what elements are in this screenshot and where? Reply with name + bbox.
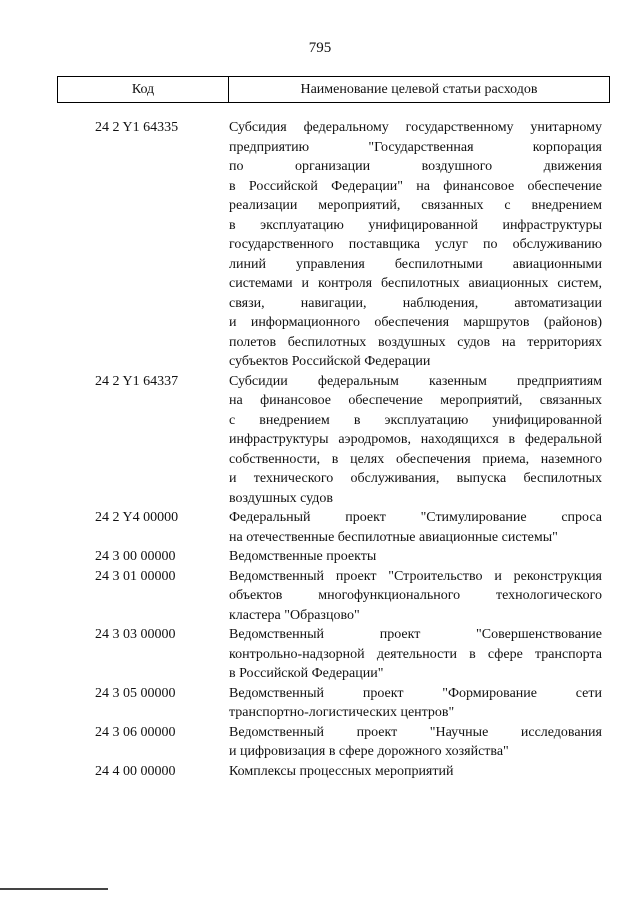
row-name-line: воздушных судов (229, 490, 333, 506)
row-name-line: субъектов Российской Федерации (229, 354, 431, 369)
row-name (229, 625, 602, 684)
table-header (57, 76, 610, 103)
table-row (0, 547, 640, 567)
header-name: Наименование целевой статьи расходов (300, 81, 538, 97)
row-name-line: государственного поставщика услуг по обслуживанию (229, 237, 602, 252)
row-code: 24 3 05 00000 (95, 685, 176, 701)
row-name (229, 118, 602, 372)
row-code: 24 2 Y4 00000 (95, 510, 179, 525)
row-name-line: Ведомственные проекты (229, 549, 377, 564)
row-code: 24 2 Y1 64335 (95, 120, 179, 135)
row-name-line: по организации воздушного движения (229, 159, 602, 174)
row-code: 24 4 00 00000 (95, 763, 176, 779)
row-name-line: связи, навигации, наблюдения, автоматизации (229, 295, 602, 311)
row-name-line: на финансовое обеспечение мероприятий, связанных (229, 393, 602, 408)
table-row (0, 625, 640, 684)
table-row (0, 567, 640, 626)
row-name-line: реализации мероприятий, связанных с внедрением (229, 198, 602, 213)
row-name-line: Субсидия федеральному государственному унитарному (229, 120, 602, 135)
row-name-line: и информационного обеспечения маршрутов (районов) (229, 315, 602, 330)
row-name-line: в Российской Федерации" на финансовое обеспечение (229, 178, 602, 194)
row-name-line: в эксплуатацию унифицированной инфраструктуры (229, 217, 602, 233)
row-name-line: на отечественные беспилотные авиационные системы" (229, 529, 558, 545)
row-name-line: транспортно-логистических центров" (229, 705, 455, 720)
row-name-line: Ведомственный проект "Формирование сети (229, 685, 602, 701)
table-body (0, 118, 640, 781)
row-name-line: и технического обслуживания, выпуска беспилотных (229, 471, 602, 486)
row-name-line: предприятию "Государственная корпорация (229, 139, 602, 155)
row-name-line: Федеральный проект "Стимулирование спроса (229, 510, 602, 525)
page-number: 795 (308, 40, 332, 56)
row-name (229, 567, 602, 626)
table-row (0, 372, 640, 509)
row-name (229, 547, 602, 567)
row-name (229, 372, 602, 509)
row-name-line: кластера "Образцово" (229, 607, 360, 623)
table-row (0, 723, 640, 762)
row-name-line: инфраструктуры аэродромов, находящихся в федеральной (229, 432, 602, 447)
row-name-line: полетов беспилотных воздушных судов на территориях (229, 334, 602, 350)
row-name-line: контрольно-надзорной деятельности в сфере транспорта (229, 646, 602, 662)
header-code: Код (58, 77, 229, 102)
row-code: 24 3 01 00000 (95, 568, 176, 584)
table-row (0, 684, 640, 723)
row-name-line: объектов многофункционального технологического (229, 588, 602, 603)
row-code: 24 3 06 00000 (95, 724, 176, 740)
row-name-line: линий управления беспилотными авиационными (229, 256, 602, 272)
row-code: 24 3 03 00000 (95, 627, 176, 642)
row-name (229, 508, 602, 547)
scan-edge-line (0, 888, 108, 890)
row-name-line: Ведомственный проект "Научные исследования (229, 724, 602, 740)
row-name (229, 684, 602, 723)
row-name-line: и цифровизация в сфере дорожного хозяйства" (229, 744, 509, 759)
row-name-line: Субсидии федеральным казенным предприятиям (229, 373, 602, 389)
row-name-line: собственности, в целях обеспечения приема, наземного (229, 451, 602, 467)
row-code: 24 3 00 00000 (95, 549, 176, 564)
row-name (229, 762, 602, 782)
table-row (0, 762, 640, 782)
row-name-line: с внедрением в эксплуатацию унифицированной (229, 412, 602, 428)
row-name (229, 723, 602, 762)
row-name-line: Ведомственный проект "Строительство и реконструкция (229, 568, 602, 584)
row-name-line: в Российской Федерации" (229, 666, 384, 681)
table-row (0, 118, 640, 372)
row-code: 24 2 Y1 64337 (95, 373, 179, 389)
row-name-line: Ведомственный проект "Совершенствование (229, 627, 602, 642)
table-row (0, 508, 640, 547)
row-name-line: Комплексы процессных мероприятий (229, 763, 454, 779)
row-name-line: системами и контроля беспилотных авиационных систем, (229, 276, 602, 291)
